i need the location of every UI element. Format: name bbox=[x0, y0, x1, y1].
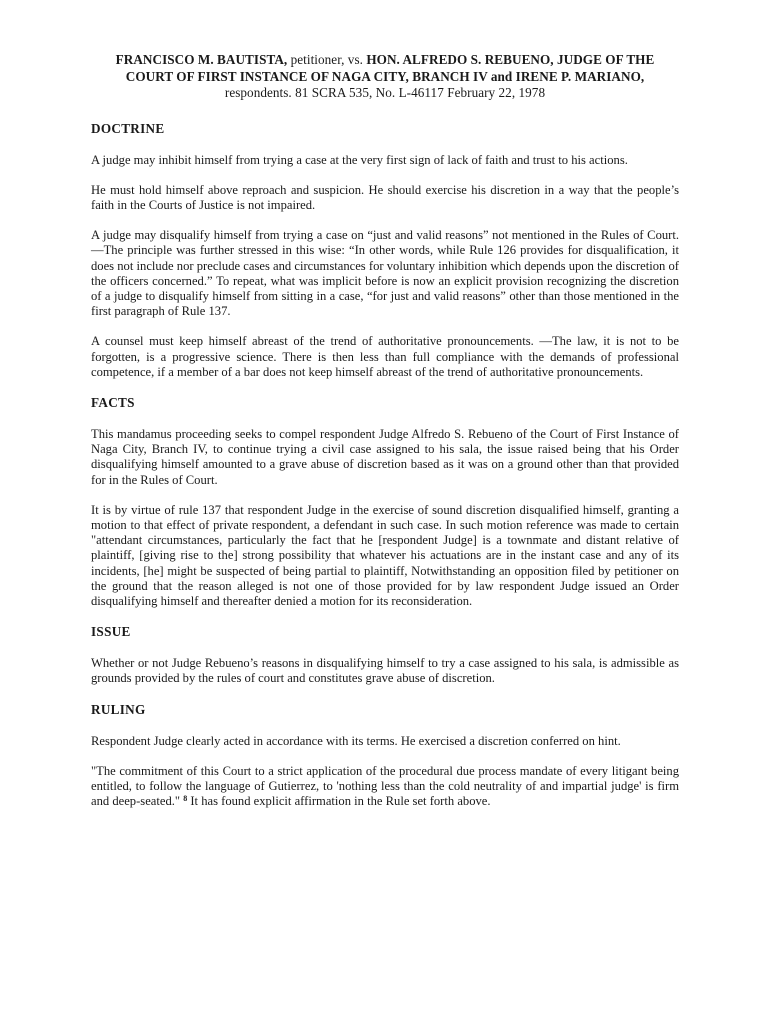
doctrine-paragraph: He must hold himself above reproach and suspicion. He should exercise his discretion in a way that the people’s faith in the Courts of Justice is not impaired. bbox=[91, 182, 679, 212]
ruling-heading: RULING bbox=[91, 701, 146, 717]
case-title bbox=[91, 52, 679, 102]
ruling-quote-tail: It has found explicit affirmation in the Rule set forth above. bbox=[187, 794, 491, 809]
respondent-names: HON. ALFREDO S. REBUENO, JUDGE OF THE COURT OF FIRST INSTANCE OF NAGA CITY, BRANCH IV and IRENE P. MARIANO, bbox=[125, 52, 655, 84]
footnote-marker: 8 bbox=[183, 794, 188, 804]
issue-heading: ISSUE bbox=[91, 624, 131, 640]
respondent-role-citation: respondents. 81 SCRA 535, No. L-46117 February 22, 1978 bbox=[224, 85, 546, 100]
document-page bbox=[91, 52, 679, 824]
petitioner-role: petitioner, vs. bbox=[287, 52, 367, 67]
doctrine-paragraph: A counsel must keep himself abreast of the trend of authoritative pronouncements. —The law, it is not to be forgotten, is a progressive science. There is then less than full compliance with the demands of professional competence, if a member of a bar does not keep himself abreast of the trend of authoritative pronouncements. bbox=[91, 334, 679, 379]
ruling-paragraph: Respondent Judge clearly acted in accordance with its terms. He exercised a discretion conferred on hint. bbox=[91, 733, 621, 748]
facts-paragraph: It is by virtue of rule 137 that respondent Judge in the exercise of sound discretion disqualified himself, granting a motion to that effect of private respondent, a defendant in such case. In such motion reference was made to certain "attendant circumstances, particularly the fact that he [respondent Judge] is a townmate and distant relative of plaintiff, [giving rise to the] strong possibility that whatever his actuations are in the instant case and any of its incidents, [he] might be suspected of being partial to plaintiff, Notwithstanding an opposition filed by petitioner on the ground that the reason alleged is not one of those provided for by law respondent Judge issued an Order disqualifying himself and thereafter denied a motion for its reconsideration. bbox=[91, 502, 679, 608]
doctrine-paragraph: A judge may inhibit himself from trying a case at the very first sign of lack of faith and trust to his actions. bbox=[91, 152, 628, 167]
facts-paragraph: This mandamus proceeding seeks to compel respondent Judge Alfredo S. Rebueno of the Court of First Instance of Naga City, Branch IV, to continue trying a civil case assigned to his sala, the issue raised being that his Order disqualifying himself amounted to a grave abuse of discretion based as it was on a ground other than that provided for in the Rules of Court. bbox=[91, 426, 679, 487]
petitioner-name: FRANCISCO M. BAUTISTA, bbox=[115, 52, 288, 67]
ruling-quote: "The commitment of this Court to a strict application of the procedural due process mandate of every litigant being entitled, to follow the language of Gutierrez, to 'nothing less than the cold neutrality of and impartial judge' is firm and deep-seated." bbox=[91, 763, 679, 809]
issue-paragraph: Whether or not Judge Rebueno’s reasons in disqualifying himself to try a case assigned to his sala, is admissible as grounds provided by the rules of court and constitutes grave abuse of discretion. bbox=[91, 656, 679, 686]
doctrine-paragraph: A judge may disqualify himself from trying a case on “just and valid reasons” not mentioned in the Rules of Court. —The principle was further stressed in this wise: “In other words, while Rule 126 provides for disqualification, it does not include nor preclude cases and circumstances for voluntary inhibition which depends upon the discretion of the officers concerned.” To repeat, what was implicit before is now an explicit provision recognizing the discretion of a judge to disqualify himself from sitting in a case, “for just and valid reasons” other than those mentioned in the first paragraph of Rule 137. bbox=[91, 228, 679, 319]
doctrine-heading: DOCTRINE bbox=[91, 120, 165, 136]
ruling-quote-paragraph bbox=[91, 764, 679, 810]
facts-heading: FACTS bbox=[91, 394, 135, 410]
